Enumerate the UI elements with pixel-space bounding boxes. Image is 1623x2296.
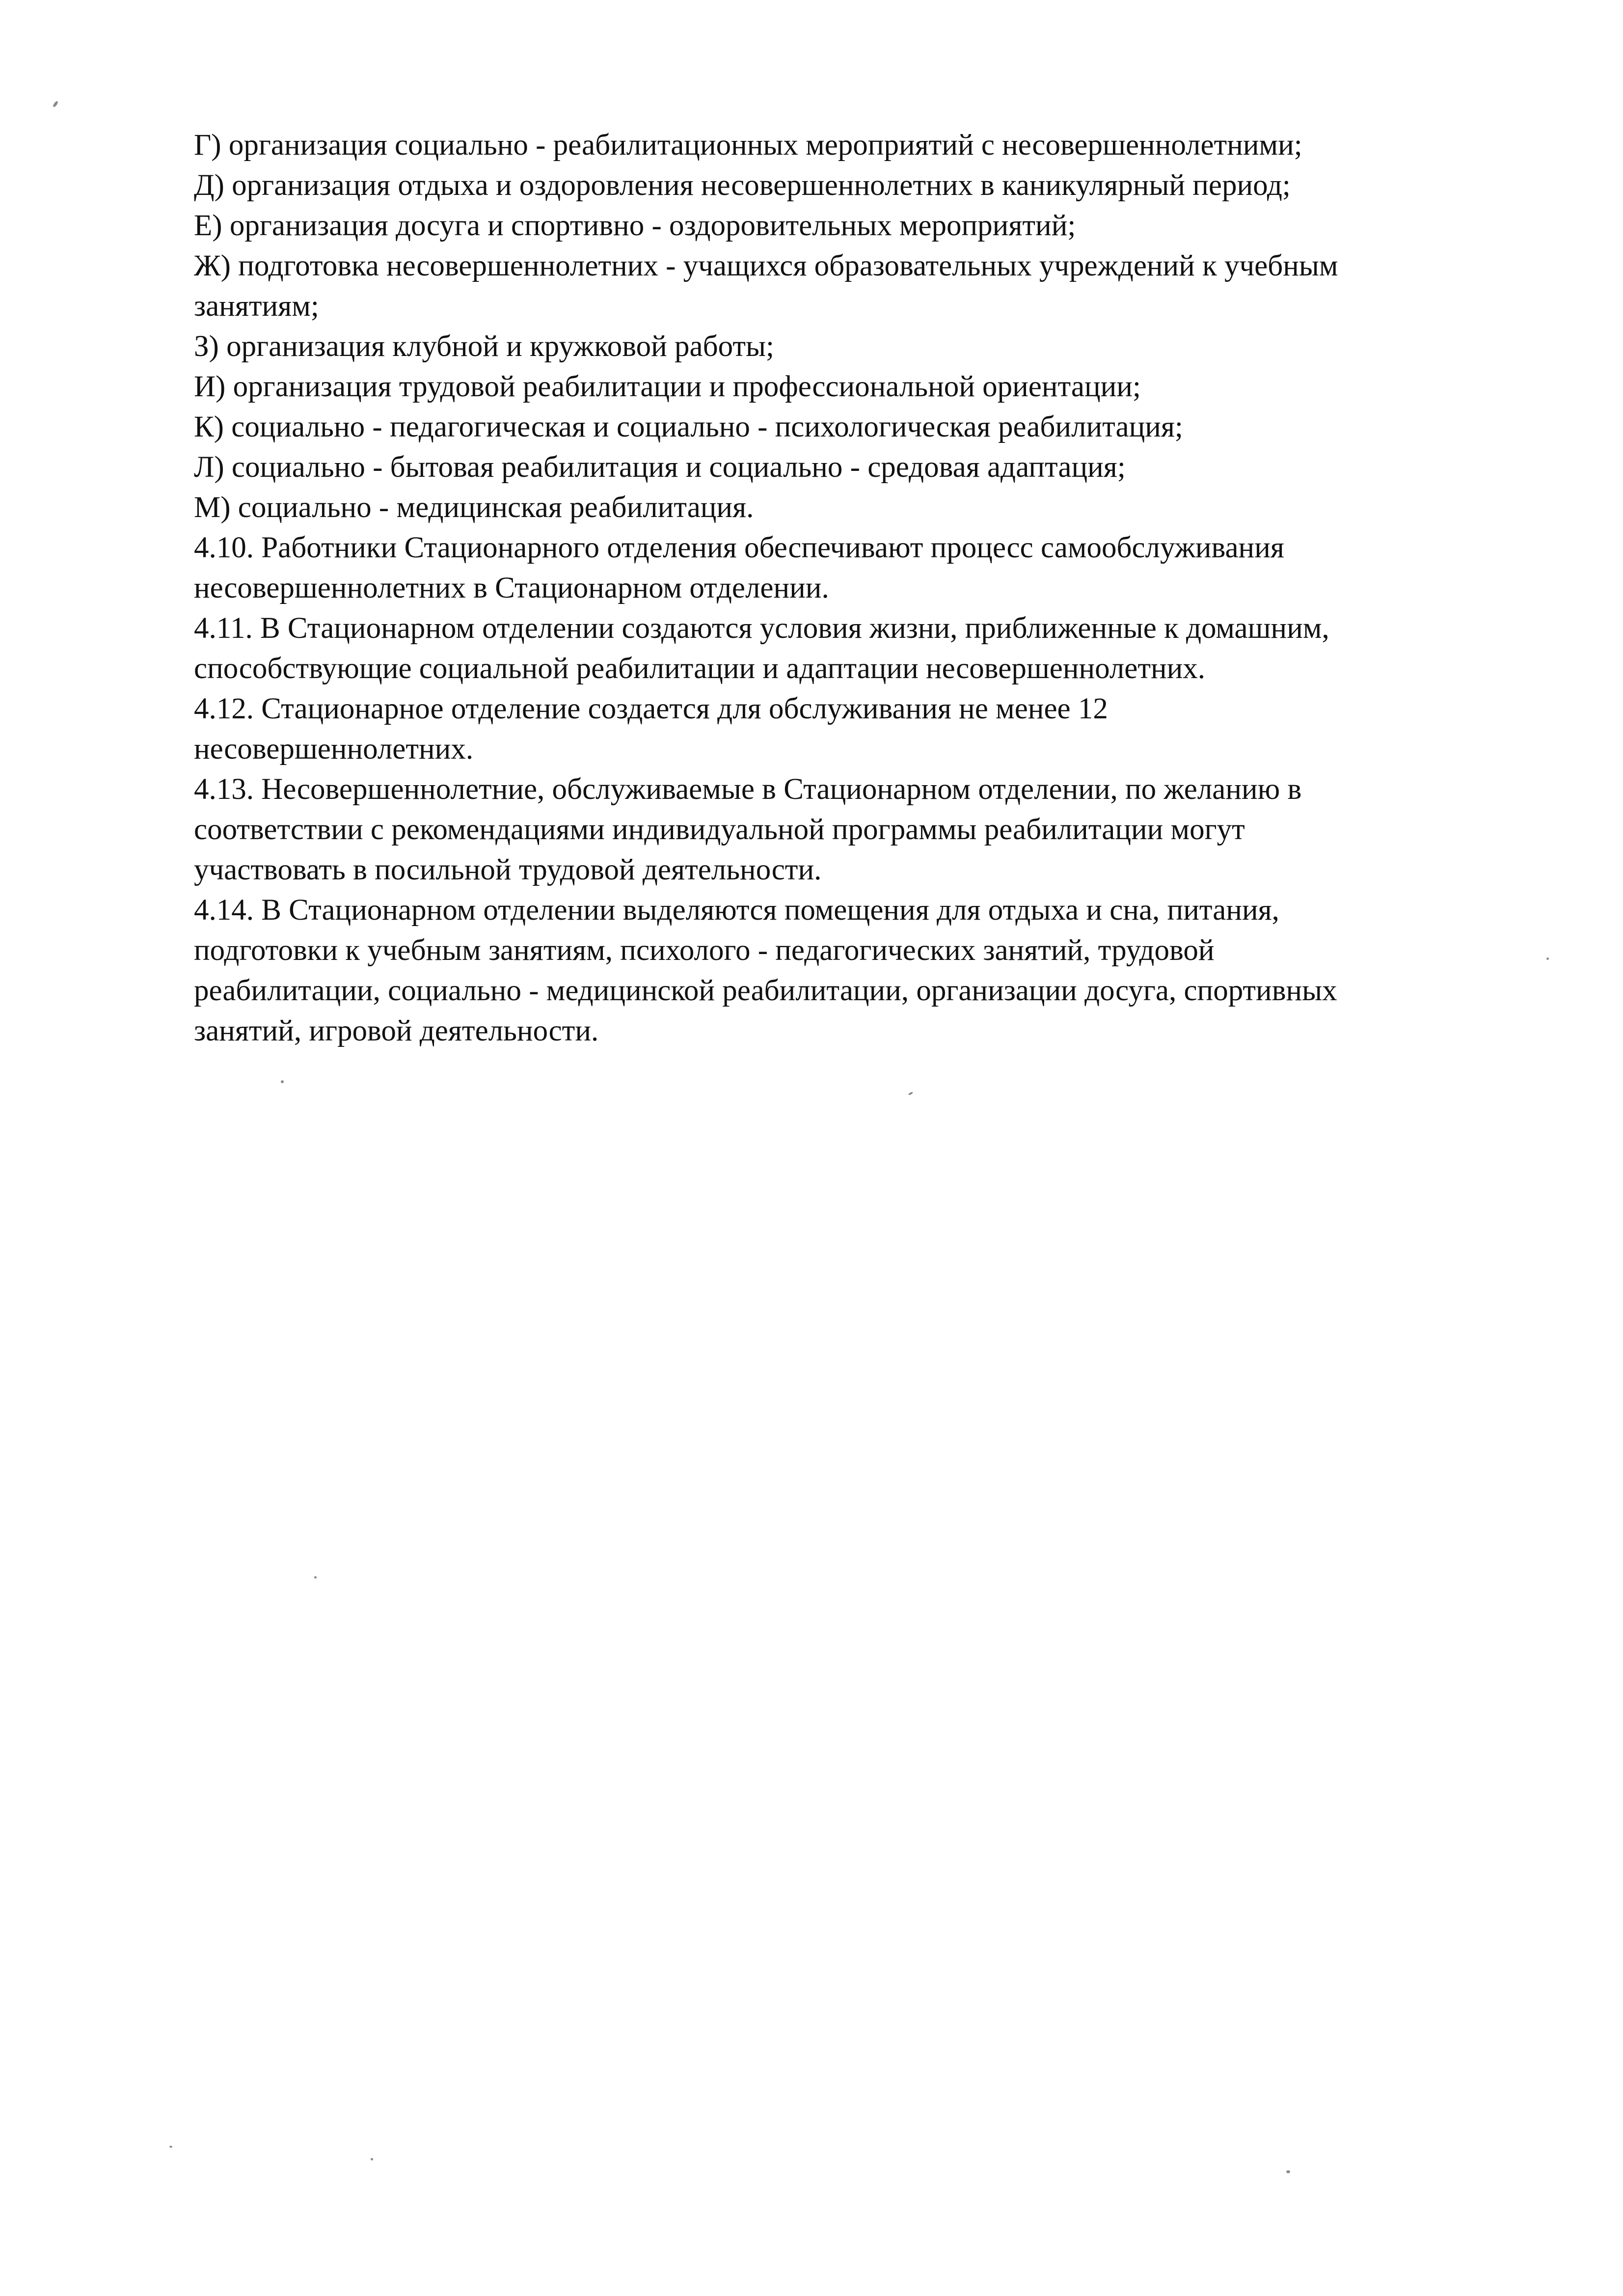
scan-speck [1546, 957, 1549, 960]
clause-4-13: 4.13. Несовершеннолетние, обслуживаемые в Стационарном отделении, по желанию в [194, 773, 1302, 806]
clause-4-14: 4.14. В Стационарном отделении выделяются помещения для отдыха и сна, питания, [194, 894, 1279, 927]
list-item-m: М) социально - медицинская реабилитация. [194, 491, 754, 524]
list-item-zh: Ж) подготовка несовершеннолетних - учащихся образовательных учреждений к учебным [194, 249, 1338, 282]
list-item-d: Д) организация отдыха и оздоровления несовершеннолетних в каникулярный период; [194, 169, 1291, 202]
list-item-z: З) организация клубной и кружковой работы; [194, 330, 774, 363]
clause-4-13-continuation-1: соответствии с рекомендациями индивидуальной программы реабилитации могут [194, 813, 1245, 846]
scan-speck [371, 2158, 373, 2160]
document-body [194, 125, 1500, 1051]
list-item-k: К) социально - педагогическая и социально - психологическая реабилитация; [194, 410, 1183, 443]
list-item-e: Е) организация досуга и спортивно - оздоровительных мероприятий; [194, 209, 1076, 242]
scan-speck [1286, 2170, 1290, 2173]
clause-4-13-continuation-2: участвовать в посильной трудовой деятельности. [194, 853, 822, 886]
scan-speck [908, 1092, 914, 1095]
clause-4-12: 4.12. Стационарное отделение создается для обслуживания не менее 12 [194, 692, 1108, 725]
clause-4-14-continuation-2: реабилитации, социально - медицинской реабилитации, организации досуга, спортивных [194, 974, 1337, 1007]
scan-speck [281, 1080, 284, 1083]
list-item-i: И) организация трудовой реабилитации и профессиональной ориентации; [194, 370, 1141, 403]
scan-speck [169, 2146, 172, 2148]
scan-speck [314, 1576, 317, 1579]
list-item-l: Л) социально - бытовая реабилитация и социально - средовая адаптация; [194, 451, 1126, 484]
clause-4-11: 4.11. В Стационарном отделении создаются условия жизни, приближенные к домашним, [194, 612, 1329, 645]
clause-4-10: 4.10. Работники Стационарного отделения обеспечивают процесс самообслуживания [194, 531, 1284, 564]
clause-4-10-continuation: несовершеннолетних в Стационарном отделении. [194, 572, 829, 604]
clause-4-12-continuation: несовершеннолетних. [194, 733, 474, 765]
list-item-zh-continuation: занятиям; [194, 290, 319, 323]
clause-4-14-continuation-3: занятий, игровой деятельности. [194, 1014, 599, 1047]
scan-speck [53, 101, 59, 108]
clause-4-11-continuation: способствующие социальной реабилитации и адаптации несовершеннолетних. [194, 652, 1206, 685]
list-item-g: Г) организация социально - реабилитационных мероприятий с несовершеннолетними; [194, 129, 1302, 162]
clause-4-14-continuation-1: подготовки к учебным занятиям, психолого - педагогических занятий, трудовой [194, 934, 1215, 967]
